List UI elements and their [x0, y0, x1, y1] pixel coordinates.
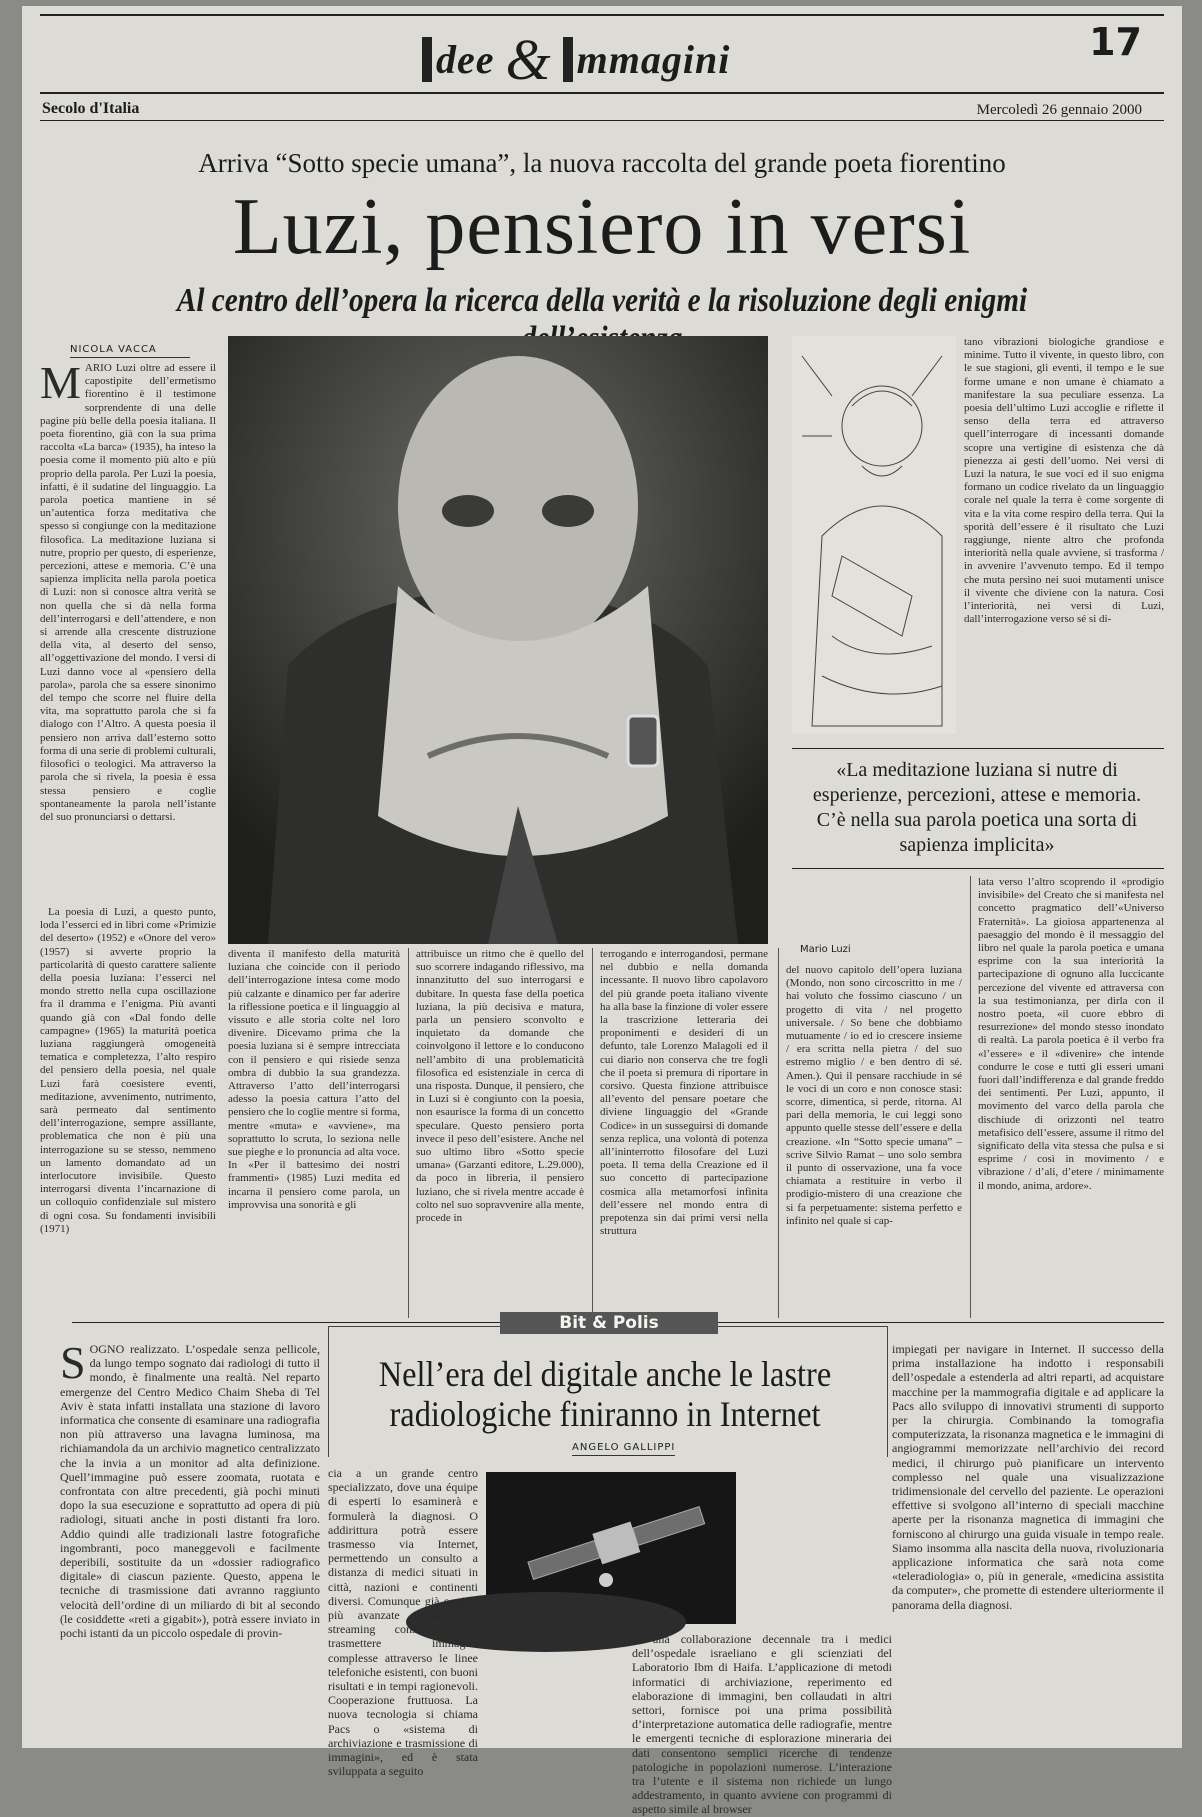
issue-date: Mercoledì 26 gennaio 2000 [976, 102, 1142, 118]
column-5-text: del nuovo capitolo dell’opera luziana (Mondo, non sono circoscritto in me / hai voluto che fossimo ciascuno / un progetto di vita / nel progetto universale. / So bene che dobbiamo mutuamente / io ed io crescere insieme / era scritta nella pietra / del suo estremo miglio / e ben dentro di sé. Amen.). Qui il pensare racchiude in sé le voci di un coro e non conosce stasi: scorre, dimentica, si perde, ritorna. Al pari della memoria, le cui leggi sono appunto quelle stesse dell’essere e della creazione. «In “Sotto specie umana” – scrive Silvio Ramat – uno solo sembra il punto di osservazione, una fa voce chiamata a restituire in verbo il prodigio-mistero di una creazione che si fa perpetuamente: sistema perfetto e infinito nel quale si cap- [786, 964, 962, 1227]
article-column-5 [786, 964, 962, 1318]
article-column-1 [40, 357, 216, 902]
sidebar-column-2-text: cia a un grande centro specializzato, dove una équipe di esperti lo esaminerà e formulerà la diagnosi. O addirittura potrà essere trasmesso via Internet, permettendo un consulto a distanza di medici situati in città, nazioni e continenti diversi. Comunque già oggi le più avanzate tecniche di streaming consentono di trasmettere immagini complesse attraverso le linee telefoniche esistenti, con buoni risultati e in tempi ragionevoli. Cooperazione fruttuosa. La nuova tecnologia si chiama Pacs o «sistema di archiviazione e trasmissione di immagini», ed è stata sviluppata a seguito [328, 1466, 478, 1779]
sidebar-column-1 [60, 1337, 320, 1742]
column-divider [970, 876, 971, 1318]
sidebar-headline: Nell’era del digitale anche le lastre radiologiche finiranno in Internet [378, 1354, 832, 1434]
article-author: NICOLA VACCA [70, 344, 190, 358]
photo-caption: Mario Luzi [800, 944, 851, 955]
article-kicker: Arriva “Sotto specie umana”, la nuova raccolta del grande poeta fiorentino [198, 148, 1006, 178]
sidebar-author: ANGELO GALLIPPI [572, 1442, 675, 1456]
portrait-illustration [228, 336, 768, 944]
saint-engraving [792, 336, 956, 734]
satellite-photo [486, 1472, 736, 1624]
column-4-text: terrogando e interrogandosi, permane nel dubbio e nella domanda incessante. Il nuovo libro capolavoro del più grande poeta italiano vivente ha alla base la finzione di voler essere la trascrizione letteraria dei proponimenti e desideri di un defunto, tale Lorenzo Malagoli ed il cui diario non conserva che tre fogli che il poeta si premura di riportare in corsivo. Questa finzione attribuisce all’evento del pensare poetare che diviene linguaggio del «Grande Codice» in un susseguirsi di domande senza replica, una volontà di potenza all’ininterrotto filosofare del Luzi poeta. Il tema della Creazione ed il suo concetto di partecipazione cosmica alla metamorfosi infinita dell’essere nel mondo entra di prepotenza sin dai primi versi nella struttura [600, 948, 768, 1238]
column-6-top-text: tano vibrazioni biologiche grandiose e minime. Tutto il vivente, in questo libro, con le sue stagioni, gli eventi, il tempo e le sue forme umane e non umane è chiamato a manifestare la sua peculiare essenza. La poesia dell’ultimo Luzi accoglie e riflette il senso della terra ed attraverso quell’interrogare di incessanti domande scopre una vertigine di esistenza che dà pienezza ai gesti dell’uomo. Nei versi di Luzi la natura, le sue voci ed il suo enigma formano un codice rivelato da un linguaggio corale nel quale la terra è come sorgente di vita e la vita come respiro della terra. Qui la sporità dell’essere è il risultato che Luzi raggiunge, niente altro che profonda interiorità nella quale avviene, si trasforma / in avvenire l’avvenuto tempo. Ed il tempo che muta persino nei suoi mutamenti unisce il vivente che diviene con la natura. Così l’interiorità, nei versi di Luzi, dall’interrogazione verso sé si di- [964, 336, 1164, 626]
pull-quote: «La meditazione luziana si nutre di esperienze, percezioni, attese e memoria. C’è nella sua parola poetica una sorta di sapienza implicita» [812, 759, 1142, 856]
page-number: 17 [1089, 20, 1142, 64]
section-title [422, 20, 731, 92]
newspaper-page [22, 6, 1182, 1817]
column-divider [778, 948, 779, 1318]
article-column-3 [416, 948, 584, 1318]
article-column-4 [600, 948, 768, 1318]
article-column-1b [40, 906, 216, 1318]
sidebar-column-4-text: impiegati per navigare in Internet. Il successo della prima installazione ha indotto i responsabili dell’ospedale a estenderla ad altri reparti, ad acquistare macchine per la mammografia digitale e ad applicare la Pacs allo sviluppo di innovativi strumenti di supporto per la chirurgia. Combinando la tomografia computerizzata, la risonanza magnetica e le immagini di angiogrammi memorizzate nell’archivio dei record medici, il chirurgo può pianificare un intervento complesso nel quale una visualizzazione tridimensionale del cervello del paziente. Le operazioni effettive si svolgono all’interno di speciali macchine aperte per la risonanza magnetica di immagini che forniscono al chirurgo una guida visuale in tempo reale. Siamo insomma alla nascita della nuova, rivoluzionaria applicazione informatica che sarà nota come «teleradiologia» o, più in generale, «medicina assistita da computer», che promette di estendere ulteriormente il panorama della diagnosi. [892, 1342, 1164, 1612]
top-rule [40, 14, 1164, 16]
article-column-6-bottom [978, 876, 1164, 1318]
sidebar-column-2 [328, 1466, 478, 1779]
column-divider [592, 948, 593, 1318]
section-title-part1: dee [422, 37, 495, 82]
sidebar-column-3 [632, 1632, 892, 1817]
satellite-illustration [486, 1472, 736, 1624]
column-divider [408, 948, 409, 1318]
sidebar-column-3-text: di una collaborazione decennale tra i medici dell’ospedale israeliano e gli scienziati del Laboratorio Ibm di Haifa. L’applicazione di metodi informatici di archiviazione, reperimento ed elaborazione di immagini, ben collaudati in altri settori, fornisce poi una prima possibilità d’interpretazione automatica delle radiografie, mentre le emergenti tecniche di esplorazione mineraria dei dati consentono semplici ricerche di tendenze patologiche in popolazioni numerose. L’interazione tra l’utente e il sistema non richiede un lungo addestramento, in quanto avviene con programmi di aspetto simile al browser [632, 1632, 892, 1817]
column-1-text: ARIO Luzi oltre ad essere il capostipite dell’ermetismo fiorentino è il testimone sorprendente di una delle pagine più belle della poesia italiana. Il poeta fiorentino, già con la sua prima raccolta «La barca» (1935), ha inteso la poesia come il momento più alto e più proprio della parola. Per Luzi la poesia, infatti, è il sudatine del linguaggio. La parola poetica mantiene in sé un’autentica forza meditativa che spesso si congiunge con la meditazione filosofica. La meditazione luziana si nutre, proprio per questo, di esperienze, percezioni, attese e memoria. C’è una sapienza implicita nella parola poetica di Luzi: non si conosce altra verità se non quella che si dà nella forma dell’interrogarsi e dell’attendere, e non si arrende alla crescente distruzione della vita, al deserto del senso, all’oggettivazione del mondo. I versi di Luzi danno voce al «pensiero della parola», parola che sa essere sinonimo del tempo che scorre nel fluire della vita, ma soprattutto parola che si fa dialogo con l’Altro. A questa poesia il pensiero non arriva dall’esterno sotto forma di una serie di problemi culturali, filosofici o teologici. Ma attraverso la parola che si rivela, la poesia è essa stessa pensiero e coglie spontaneamente la parola nell’istante del suo pronunciarsi o dettarsi. [40, 362, 216, 823]
column-1b-text: La poesia di Luzi, a questo punto, loda l’esserci ed in libri come «Primizie del deserto» (1952) e «Onore del vero» (1957) si avverte proprio la particolarità di questo carattere saliente della poesia luziana: l’esserci nel mondo stretto nella cupa oscillazione fra il dramma e l’enigma. Più avanti quando già con «Dal fondo delle campagne» (1965) la maturità poetica luziana raggiungerà omogeneità tematica e completezza, l’alto respiro del pensiero della poesia, nel quale Luzi farà coesistere eventi, meditazione, avvenimento, nutrimento, sarà permeato dal sentimento dell’interrogazione, sempre assillante, problematica che non è più una interrogazione su se stesso, nemmeno un lamento domandato ad un interlocutore invisibile. Questo interrogarsi diventa l’incarnazione di un colloquio confidenziale sul mistero di ogni cosa. Su fondamenti invisibili (1971) [40, 906, 216, 1235]
article-headline: Luzi, pensiero in versi [232, 183, 972, 271]
column-3-text: attribuisce un ritmo che è quello del suo scorrere indagando riflessivo, ma innanzitutto del suo interrogarsi e dubitare. In questa fase della poetica luziana, la più decisiva e matura, parla un pensiero sconvolto e inquietato da domande che coinvolgono il lettore e lo conducono nell’ambito di una problematicità filosofica ed esistenziale in cerca di una risposta. Dunque, il pensiero, che in Luzi si è congiunto con la poesia, non esaurisce la forma di un concetto speculare. Questo pensiero porta invece il peso dell’esistere. Anche nel suo ultimo libro «Sotto specie umana» (Garzanti editore, L.29.000), da poco in libreria, il pensiero luziano, che si rivela mentre accade è colto nel suo sopravvenire alla mente, procede in [416, 948, 584, 1225]
article-column-6-top [964, 336, 1164, 734]
quote-rule-top [792, 748, 1164, 749]
quote-rule-bottom [792, 868, 1164, 869]
engraving-illustration [792, 336, 956, 734]
masthead-rule [40, 92, 1164, 94]
date-rule [40, 120, 1164, 121]
sidebar-drop-cap: S [60, 1337, 86, 1388]
poet-photo [228, 336, 768, 944]
article-subheadline: Al centro dell’opera la ricerca della verità e la risoluzione degli enigmi [176, 282, 1028, 319]
drop-cap: M [40, 357, 81, 408]
column-2-text: diventa il manifesto della maturità luziana che coincide con il periodo dell’interrogazione intesa come modo più calzante e dinamico per far aderire la riflessione poetica e il linguaggio al vissuto e alle storia colte nel loro divenire. Dicevamo prima che la poesia luziana si è sempre intrecciata con il pensiero e qui risiede senza ombra di dubbio la sua grandezza. Attraverso l’atto dell’interrogarsi adesso la poesia cattura l’atto del pensiero che lo coglie mentre si forma, mentre «muta» e «avviene», ma soprattutto lo scruta, lo seziona nelle sue pieghe e lo pronuncia ad alta voce. In «Per il battesimo dei nostri frammenti» (1985) Luzi medita ed incarna il pensiero come parola, un improvvisa una sonorità e gli [228, 948, 400, 1211]
section-ampersand: & [505, 27, 552, 92]
sidebar-column-1-text: OGNO realizzato. L’ospedale senza pellicole, da lungo tempo sognato dai radiologi di tutto il mondo, è finalmente una realtà. Nel reparto emergenze del Centro Medico Chaim Sheba di Tel Aviv è stata infatti installata una stazione di lavoro informatica che consente di esaminare una radiografia non più attraverso una lavagna luminosa, ma richiamandola da un archivio magnetico centralizzato che la invia a un monitor ad alta definizione. Quell’immagine può essere zoomata, ruotata e confrontata con altre precedenti, già pochi minuti dopo la sua esecuzione e soprattutto ad opera di più radiologi, situati anche in posti distanti fra loro. Addio quindi alle tradizionali lastre fotografiche ingombranti, poco maneggevoli e facilmente deperibili, sostituite da un «dossier radiografico digitale» di ciascun paziente. Questo, appena le tecniche di trasmissione dati avranno raggiunto velocità dell’ordine di un miliardo di bit al secondo (le cosiddette «reti a gigabit»), potrà essere inviato in pochi istanti da un piccolo ospedale di provin- [60, 1342, 320, 1641]
sidebar-banner: Bit & Polis [500, 1312, 718, 1334]
section-title-part2: mmagini [563, 37, 731, 82]
sidebar-column-4 [892, 1342, 1164, 1742]
newspaper-name: Secolo d'Italia [42, 100, 140, 117]
article-column-2 [228, 948, 400, 1318]
column-6-bottom-text: lata verso l’altro scoprendo il «prodigio invisibile» del Creato che si manifesta nel concetto pragmatico dell’«Universo Fraternità». La gioiosa appartenenza al paesaggio del mondo è il messaggio del libro nel quale la parola poetica e umana esprime con la sua interiorità la partecipazione di ognuno alla luccicante percezione del vivente ed attraversa con la sua testimonianza, per dirla con il nostro poeta, «il cuore ebbro di resurrezione» del mondo stesso inondato di realtà. La parola poetica è il verbo fra «l’essere» e il «divenire» che intende condurre le cose e tutti gli esseri umani fuori dall’indifferenza e dal grande freddo dei sentimenti. Per Luzi, appunto, il movimento del varco della parola che dischiude di orizzonti nel teatro metafisico dell’essere, assume il ritmo del significato della vita stessa che pulsa e si esprime / così in movimento / e vibrazione / d’ali, d’etere / minimamente il mondo, anima, ardore». [978, 876, 1164, 1192]
